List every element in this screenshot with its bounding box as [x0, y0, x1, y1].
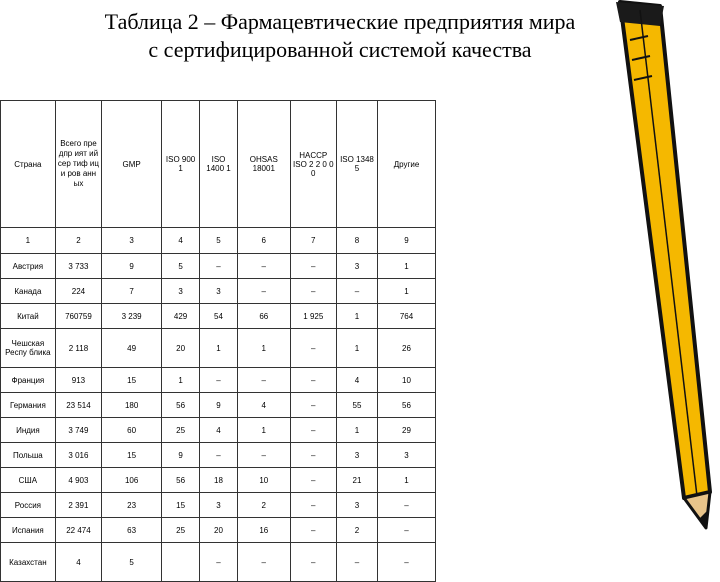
title-line-1: Таблица 2 – Фармацевтические предприятия мира: [104, 9, 576, 34]
table-cell: Испания: [1, 518, 56, 543]
table-cell: Чешская Респу блика: [1, 329, 56, 368]
table-cell: 1: [378, 254, 436, 279]
table-cell: 106: [102, 468, 162, 493]
table-cell: –: [237, 543, 290, 582]
table-cell: Казахстан: [1, 543, 56, 582]
table-cell: Китай: [1, 304, 56, 329]
table-cell: 22 474: [55, 518, 101, 543]
table-cell: –: [378, 543, 436, 582]
table-cell: –: [200, 443, 238, 468]
table-row: [1, 543, 436, 582]
header-gmp: GMP: [102, 101, 162, 228]
table-cell: 429: [162, 304, 200, 329]
pencil-icon: [560, 0, 720, 540]
table-cell: 21: [336, 468, 377, 493]
table-row: [1, 518, 436, 543]
table-cell: 760759: [55, 304, 101, 329]
table-cell: 10: [237, 468, 290, 493]
table-cell: 3: [336, 254, 377, 279]
table-cell: 9: [378, 228, 436, 254]
table-cell: 1: [237, 329, 290, 368]
table-cell: 3: [162, 279, 200, 304]
table-cell: 4: [336, 368, 377, 393]
table-cell: 6: [237, 228, 290, 254]
table-cell: 2 391: [55, 493, 101, 518]
table-cell: –: [336, 279, 377, 304]
table-cell: –: [237, 443, 290, 468]
table-cell: 7: [102, 279, 162, 304]
table-cell: 3: [200, 279, 238, 304]
table-cell: 3 016: [55, 443, 101, 468]
header-iso13485: ISO 1348 5: [336, 101, 377, 228]
table-cell: 56: [162, 468, 200, 493]
pencil-body: [620, 2, 710, 498]
table-cell: 20: [200, 518, 238, 543]
header-total: Всего пре дпр ият ий сер тиф ици ров анн ых: [55, 101, 101, 228]
table-row: [1, 279, 436, 304]
table-cell: –: [290, 518, 336, 543]
table-cell: 63: [102, 518, 162, 543]
table-cell: 1: [336, 304, 377, 329]
table-cell: –: [336, 543, 377, 582]
table-row: [1, 493, 436, 518]
table-cell: –: [290, 329, 336, 368]
table-cell: 3 733: [55, 254, 101, 279]
table-cell: 4: [237, 393, 290, 418]
table-cell: 15: [102, 368, 162, 393]
table-cell: 56: [378, 393, 436, 418]
table-cell: 18: [200, 468, 238, 493]
table-cell: Индия: [1, 418, 56, 443]
table-cell: 15: [102, 443, 162, 468]
table-cell: Германия: [1, 393, 56, 418]
pharma-table: [0, 100, 436, 582]
table-cell: 29: [378, 418, 436, 443]
table-cell: 54: [200, 304, 238, 329]
table-cell: –: [378, 493, 436, 518]
table-cell: 9: [162, 443, 200, 468]
header-iso14001: ISO 1400 1: [200, 101, 238, 228]
table-cell: 3: [200, 493, 238, 518]
table-cell: –: [290, 493, 336, 518]
title-line-2: с сертифицированной системой качества: [148, 37, 532, 62]
header-country: Страна: [1, 101, 56, 228]
table-cell: 23 514: [55, 393, 101, 418]
table-cell: 3: [336, 493, 377, 518]
table-cell: 180: [102, 393, 162, 418]
table-cell: 1: [237, 418, 290, 443]
table-cell: –: [290, 254, 336, 279]
table-row: [1, 254, 436, 279]
table-cell: 1: [336, 418, 377, 443]
table-cell: Австрия: [1, 254, 56, 279]
table-cell: 49: [102, 329, 162, 368]
table-cell: –: [290, 279, 336, 304]
header-haccp: HACCP ISO 2 2 0 0 0: [290, 101, 336, 228]
table-cell: –: [290, 418, 336, 443]
table-cell: 2 118: [55, 329, 101, 368]
table-cell: –: [290, 543, 336, 582]
table-cell: –: [290, 468, 336, 493]
table-cell: 25: [162, 418, 200, 443]
table-cell: 4: [200, 418, 238, 443]
table-cell: 66: [237, 304, 290, 329]
page-title: [40, 8, 640, 64]
table-cell: Польша: [1, 443, 56, 468]
table-cell: 10: [378, 368, 436, 393]
table-row: [1, 443, 436, 468]
table-cell: 3 749: [55, 418, 101, 443]
table-row: [1, 393, 436, 418]
table-cell: –: [200, 254, 238, 279]
table-cell: 3 239: [102, 304, 162, 329]
table-cell: 5: [162, 254, 200, 279]
table-cell: –: [290, 368, 336, 393]
table-cell: 2: [336, 518, 377, 543]
table-cell: –: [200, 368, 238, 393]
table-cell: 4: [55, 543, 101, 582]
table-cell: Россия: [1, 493, 56, 518]
header-iso9001: ISO 900 1: [162, 101, 200, 228]
table-cell: –: [200, 543, 238, 582]
table-cell: [162, 543, 200, 582]
table-cell: 1: [1, 228, 56, 254]
table-cell: 1: [378, 279, 436, 304]
table-cell: 913: [55, 368, 101, 393]
table-cell: 4 903: [55, 468, 101, 493]
table-cell: 5: [102, 543, 162, 582]
table-cell: 1: [162, 368, 200, 393]
table-cell: 8: [336, 228, 377, 254]
table-cell: 1: [200, 329, 238, 368]
table-cell: США: [1, 468, 56, 493]
table-cell: 1: [336, 329, 377, 368]
table-cell: 2: [237, 493, 290, 518]
table-container: [0, 100, 436, 567]
table-cell: 4: [162, 228, 200, 254]
table-cell: 15: [162, 493, 200, 518]
table-row: [1, 329, 436, 368]
table-cell: 3: [102, 228, 162, 254]
table-cell: 2: [55, 228, 101, 254]
table-cell: 3: [336, 443, 377, 468]
table-cell: –: [237, 368, 290, 393]
table-cell: 20: [162, 329, 200, 368]
table-cell: 9: [200, 393, 238, 418]
table-cell: 9: [102, 254, 162, 279]
table-cell: 56: [162, 393, 200, 418]
table-row: [1, 418, 436, 443]
table-cell: 16: [237, 518, 290, 543]
table-cell: –: [290, 393, 336, 418]
table-cell: 1 925: [290, 304, 336, 329]
table-cell: Франция: [1, 368, 56, 393]
table-row: [1, 304, 436, 329]
table-cell: –: [290, 443, 336, 468]
table-cell: 7: [290, 228, 336, 254]
table-cell: 764: [378, 304, 436, 329]
table-cell: 5: [200, 228, 238, 254]
header-ohsas: OHSAS 18001: [237, 101, 290, 228]
table-cell: 1: [378, 468, 436, 493]
table-cell: 55: [336, 393, 377, 418]
column-number-row: [1, 228, 436, 254]
table-cell: 26: [378, 329, 436, 368]
table-row: [1, 368, 436, 393]
table-cell: 23: [102, 493, 162, 518]
table-cell: –: [237, 279, 290, 304]
table-cell: –: [378, 518, 436, 543]
table-cell: –: [237, 254, 290, 279]
table-row: [1, 468, 436, 493]
table-cell: Канада: [1, 279, 56, 304]
table-cell: 25: [162, 518, 200, 543]
table-cell: 224: [55, 279, 101, 304]
table-cell: 60: [102, 418, 162, 443]
header-other: Другие: [378, 101, 436, 228]
table-cell: 3: [378, 443, 436, 468]
header-row: [1, 101, 436, 228]
